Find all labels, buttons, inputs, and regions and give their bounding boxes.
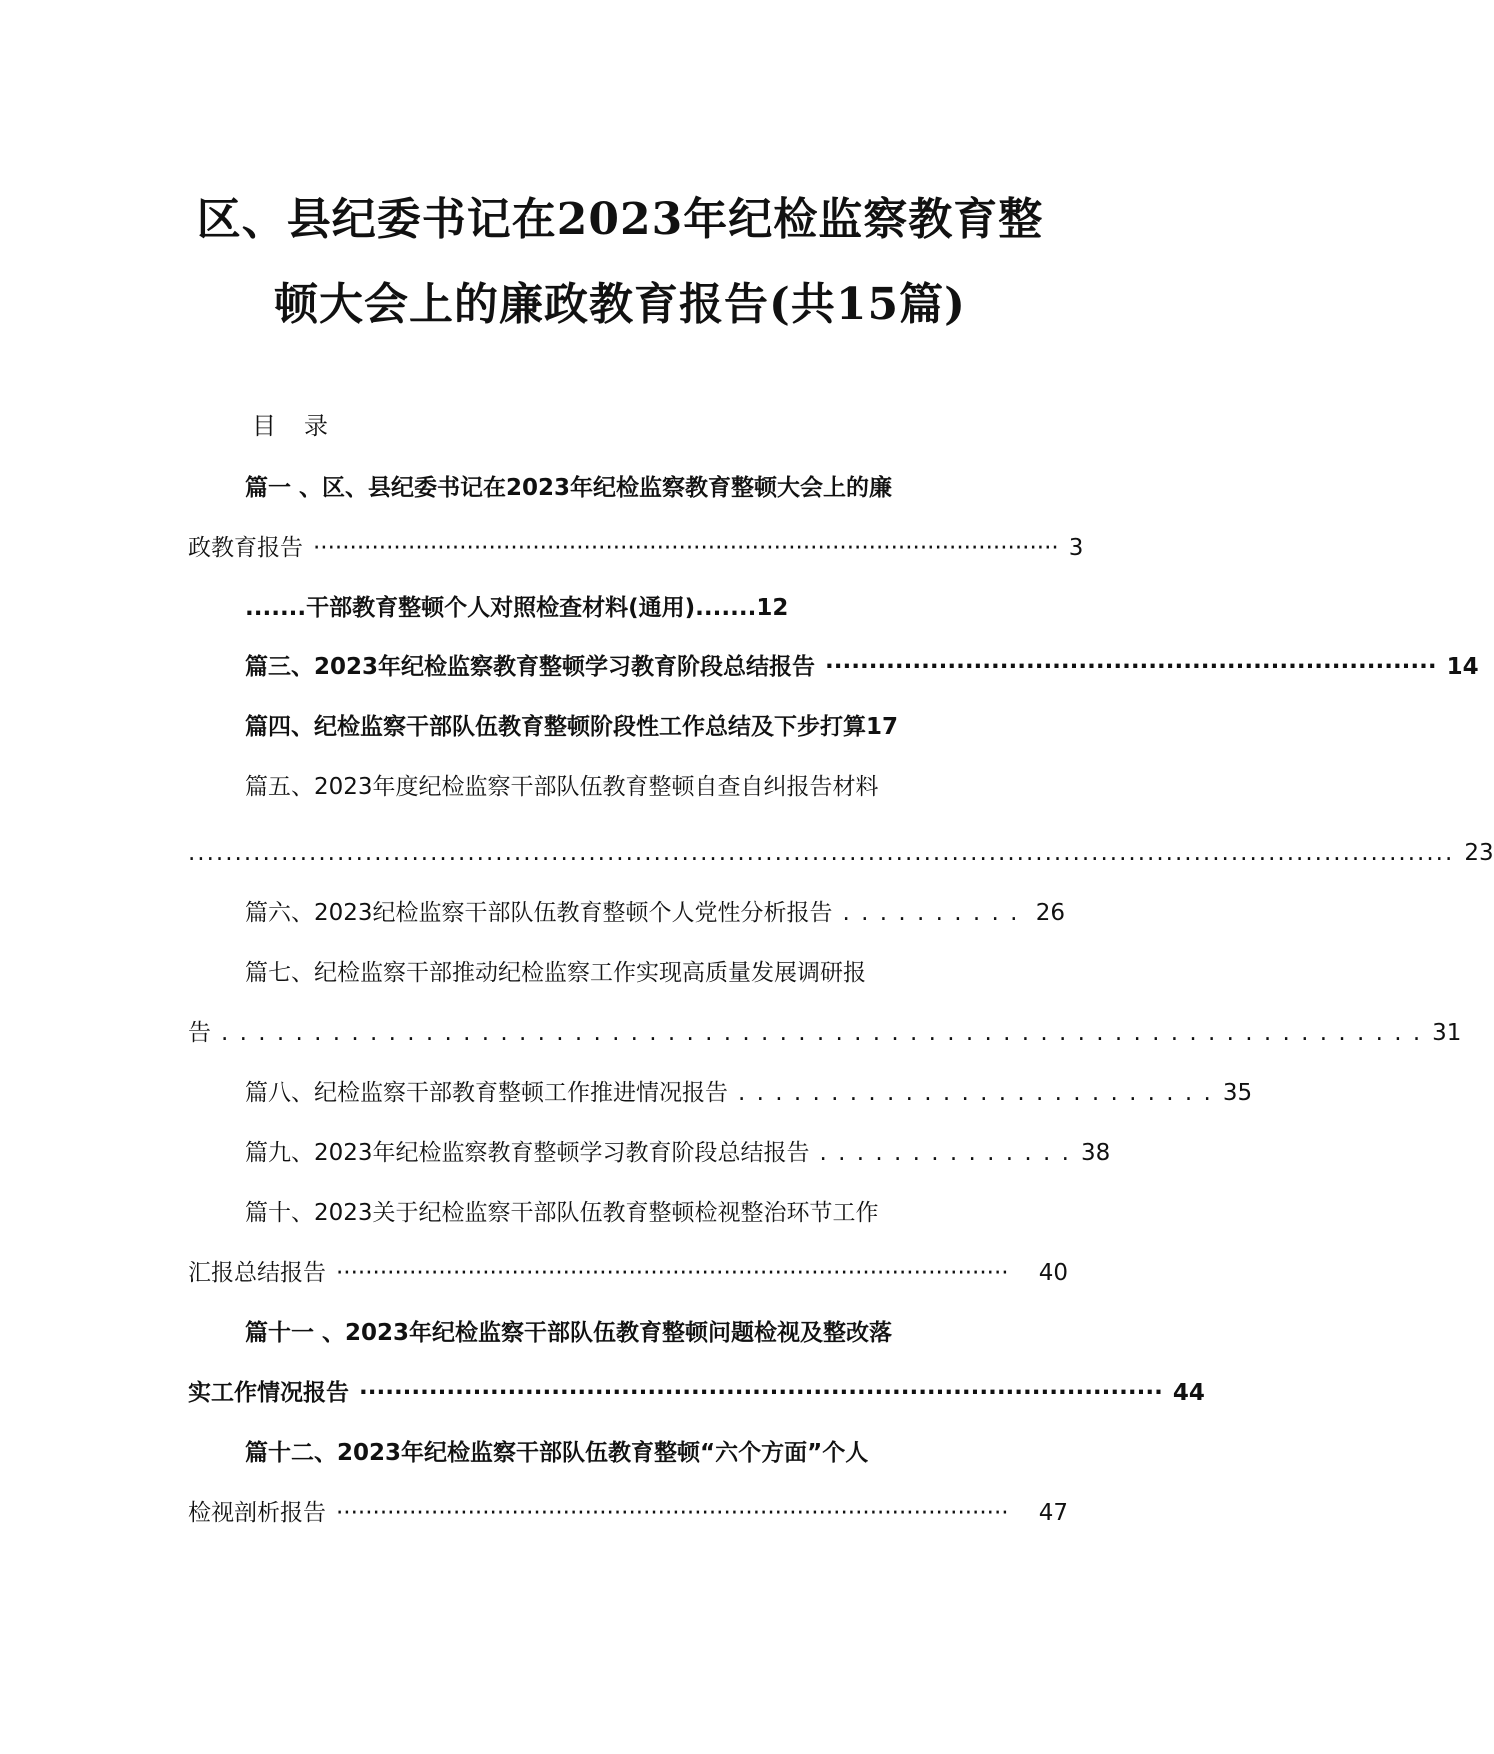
document-title-line-1: 区、县纪委书记在2023年纪检监察教育整 [196, 194, 1044, 245]
toc-entry-6-page: 26 [1035, 900, 1065, 926]
toc-entry-3-page: 14 [1446, 654, 1479, 680]
toc-entry-9-page: 38 [1080, 1140, 1111, 1166]
toc-entry-11-title-cont: 实工作情况报告 [188, 1380, 349, 1406]
toc-entry-11-page: 44 [1172, 1380, 1205, 1406]
toc-entry-11-line-2[interactable] [188, 1375, 1205, 1411]
toc-entry-9-title: 篇九、2023年纪检监察教育整顿学习教育阶段总结报告 [245, 1140, 810, 1166]
toc-entry-7-title: 篇七、纪检监察干部推动纪检监察工作实现高质量发展调研报 [245, 960, 866, 986]
toc-entry-3-title: 篇三、2023年纪检监察教育整顿学习教育阶段总结报告 [245, 654, 816, 680]
toc-entry-7-line-1[interactable] [245, 955, 1065, 991]
toc-entry-2[interactable] [245, 590, 1065, 626]
toc-entry-10-title: 篇十、2023关于纪检监察干部队伍教育整顿检视整治环节工作 [245, 1200, 879, 1226]
leader-dots: ........................................................................................................................................ [188, 840, 1455, 866]
toc-entry-7-title-cont: 告 [188, 1020, 211, 1046]
toc-entry-12-line-2[interactable] [188, 1495, 1068, 1531]
toc-entry-1-title-cont: 政教育报告 [188, 535, 303, 561]
leader-dots: . . . . . . . . . . . . . . . . . . . . . . . . . . . . . . . . . . . . . . . . . . . . . . . . . . . . . . . . . . . . . . . . . [221, 1020, 1423, 1046]
toc-entry-5-page: 23 [1464, 840, 1494, 866]
toc-entry-12-line-1[interactable] [245, 1435, 1065, 1471]
toc-entry-5-line-2[interactable] [188, 835, 1494, 871]
toc-entry-1-line-2[interactable] [188, 530, 1084, 566]
leader-dots: . . . . . . . . . . [842, 900, 1020, 926]
toc-entry-1-page: 3 [1068, 535, 1084, 561]
document-title-line-2: 顿大会上的廉政教育报告(共15篇) [274, 279, 966, 330]
toc-entry-7-line-2[interactable] [188, 1015, 1462, 1051]
toc-entry-12-title: 篇十二、2023年纪检监察干部队伍教育整顿“六个方面”个人 [245, 1440, 869, 1466]
toc-entry-2-title: .......干部教育整顿个人对照检查材料(通用).......12 [245, 595, 789, 621]
toc-entry-11-line-1[interactable] [245, 1315, 1065, 1351]
toc-entry-9[interactable] [245, 1135, 1111, 1171]
toc-entry-5-line-1[interactable] [245, 769, 1065, 805]
toc-entry-12-title-cont: 检视剖析报告 [188, 1500, 326, 1526]
toc-entry-10-title-cont: 汇报总结报告 [188, 1260, 326, 1286]
leader-dots: ···························································································· [359, 1380, 1163, 1406]
toc-entry-3[interactable] [245, 649, 1479, 685]
leader-dots: ···························································································· [336, 1260, 1009, 1286]
toc-entry-7-page: 31 [1432, 1020, 1462, 1046]
toc-heading: 目录 [252, 412, 356, 440]
toc-entry-10-line-1[interactable] [245, 1195, 1065, 1231]
toc-entry-10-page: 40 [1038, 1260, 1068, 1286]
toc-entry-1-line-1[interactable] [245, 470, 1065, 506]
toc-entry-6[interactable] [245, 895, 1065, 931]
toc-entry-12-page: 47 [1038, 1500, 1068, 1526]
leader-dots: ······································································ [825, 654, 1437, 680]
toc-entry-10-line-2[interactable] [188, 1255, 1068, 1291]
toc-entry-5-title: 篇五、2023年度纪检监察干部队伍教育整顿自查自纠报告材料 [245, 774, 879, 800]
toc-entry-8-page: 35 [1222, 1080, 1253, 1106]
toc-entry-11-title: 篇十一 、2023年纪检监察干部队伍教育整顿问题检视及整改落 [245, 1320, 893, 1346]
toc-entry-1-title: 篇一 、区、县纪委书记在2023年纪检监察教育整顿大会上的廉 [245, 475, 893, 501]
leader-dots: ···························································································· [336, 1500, 1009, 1526]
toc-entry-8[interactable] [245, 1075, 1253, 1111]
toc-entry-8-title: 篇八、纪检监察干部教育整顿工作推进情况报告 [245, 1080, 728, 1106]
leader-dots: . . . . . . . . . . . . . . . . . . . . . . . . . . [738, 1080, 1213, 1106]
toc-entry-4[interactable] [245, 709, 1075, 745]
toc-entry-6-title: 篇六、2023纪检监察干部队伍教育整顿个人党性分析报告 [245, 900, 833, 926]
toc-entry-4-title: 篇四、纪检监察干部队伍教育整顿阶段性工作总结及下步打算17 [245, 714, 899, 740]
leader-dots: . . . . . . . . . . . . . . [819, 1140, 1071, 1166]
leader-dots: ······································································································ [313, 535, 1059, 561]
